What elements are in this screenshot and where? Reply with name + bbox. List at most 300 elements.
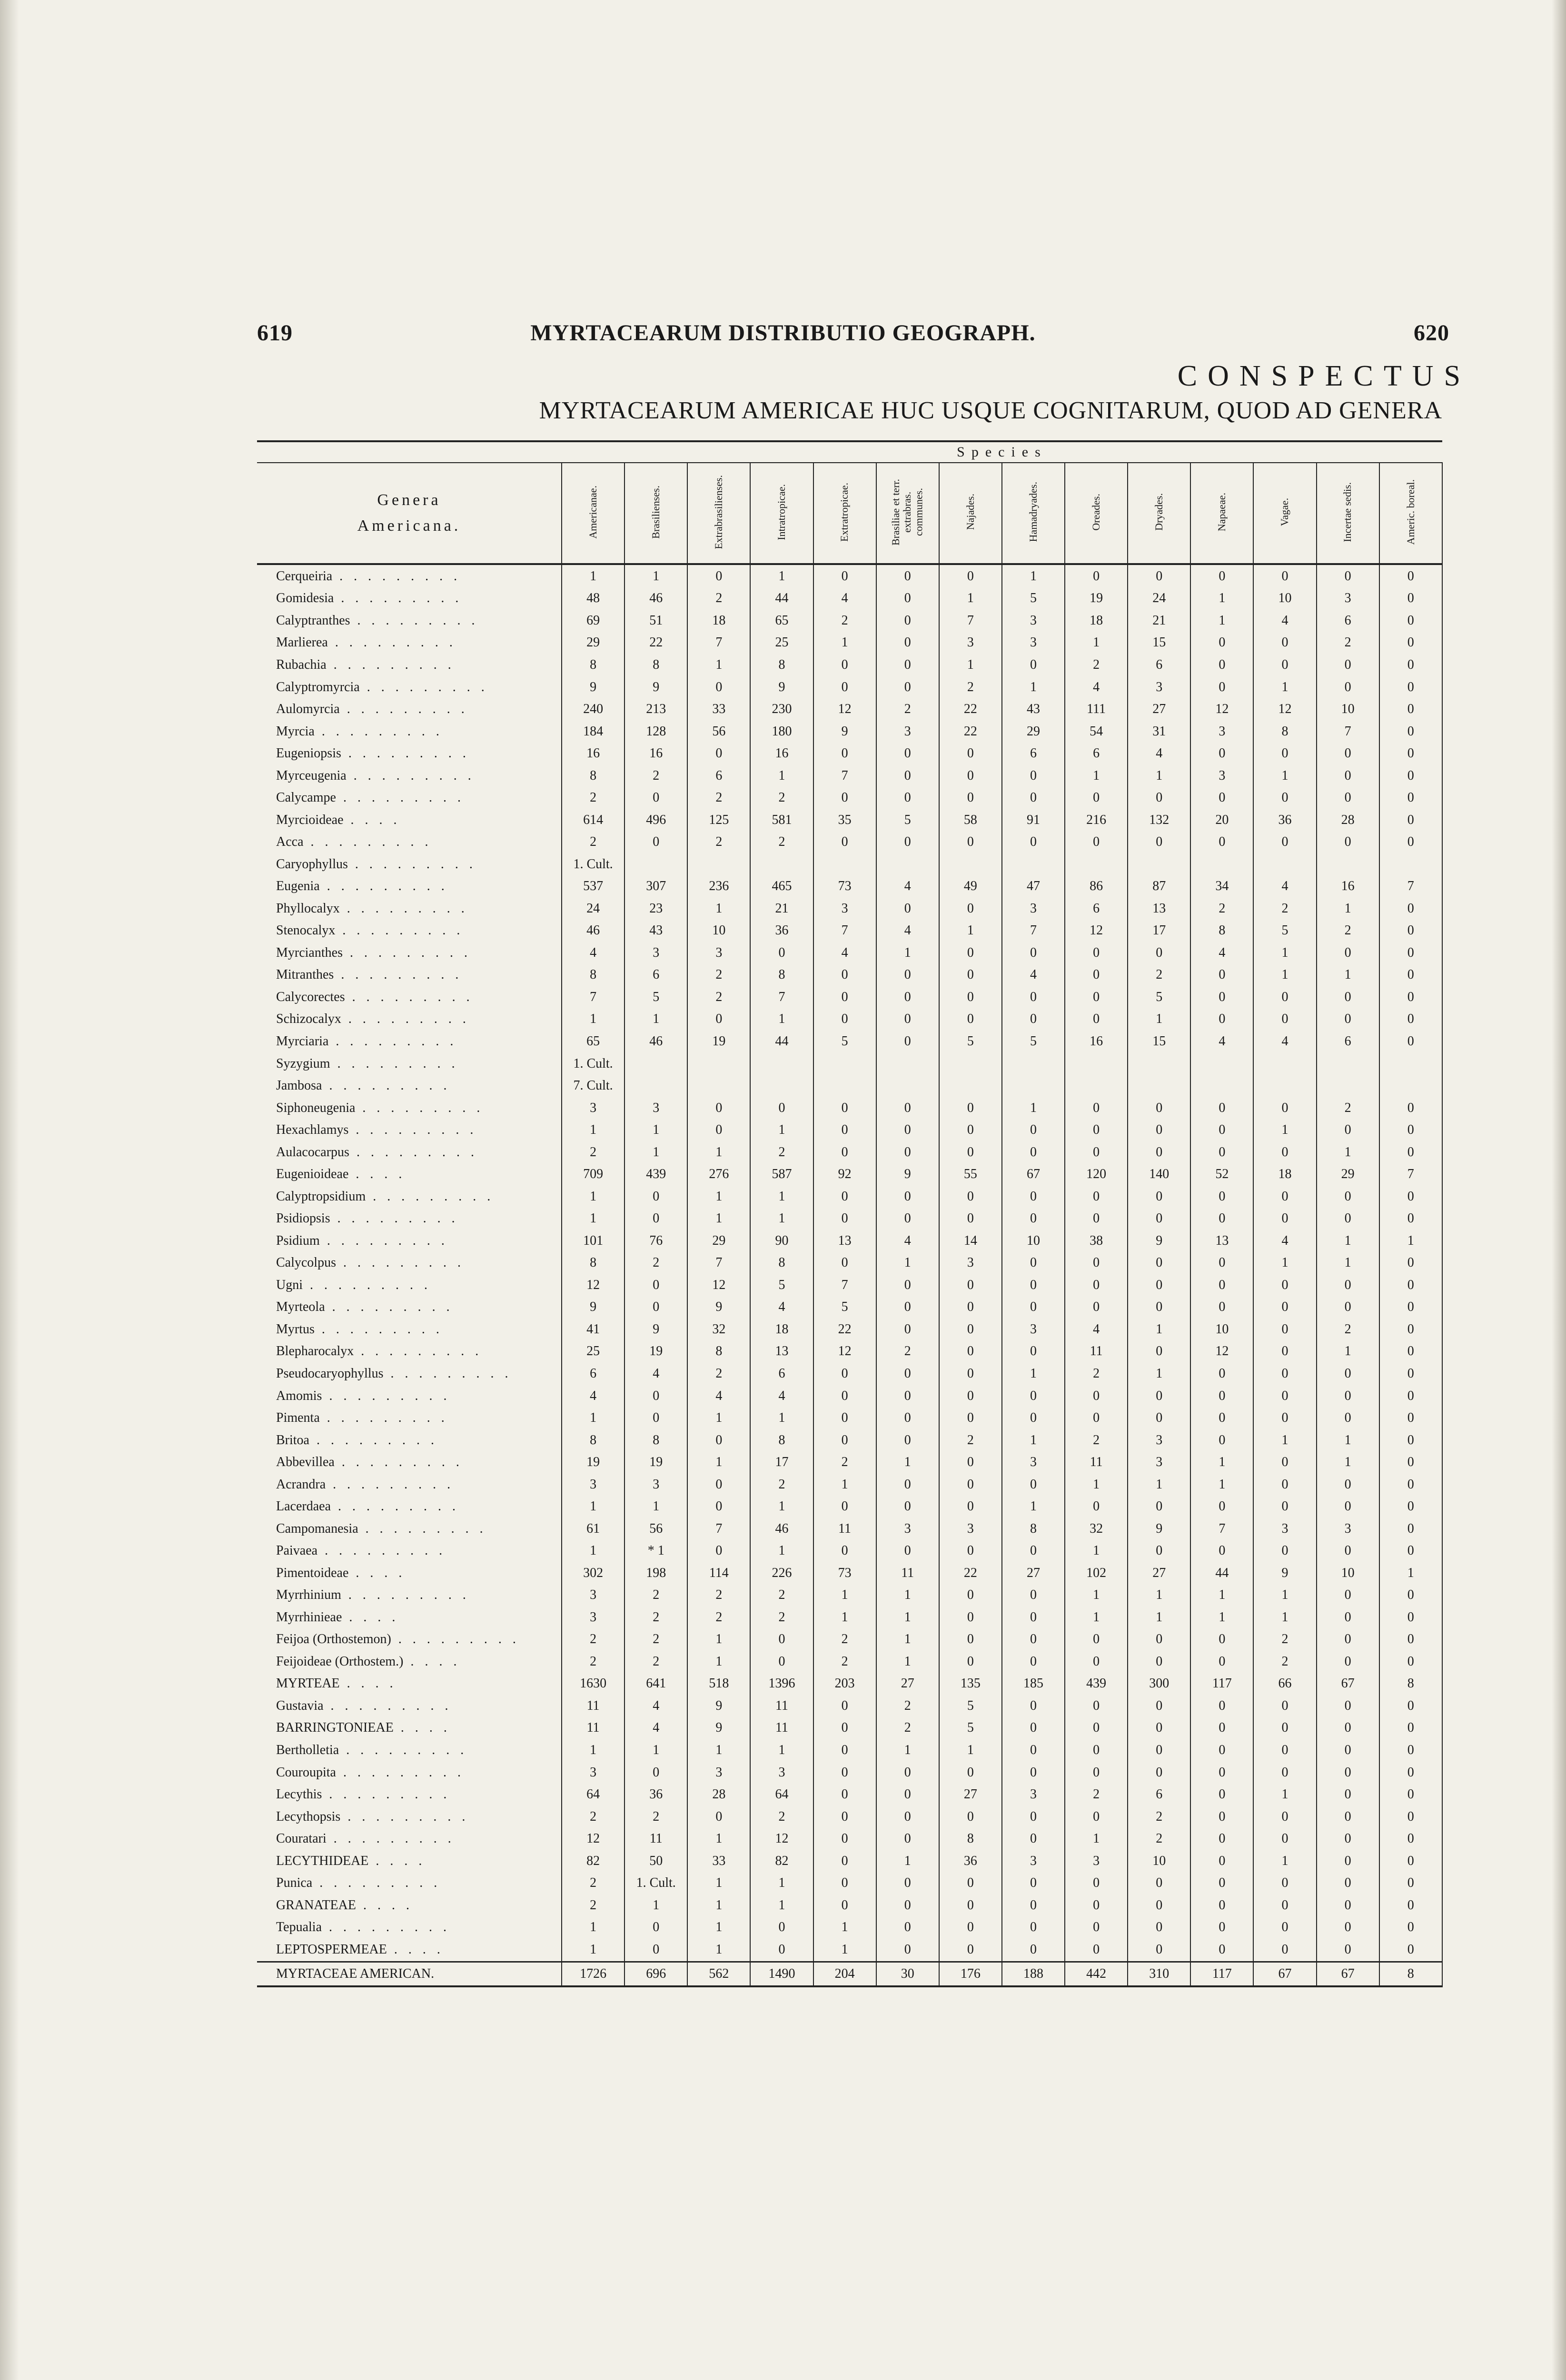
- count-cell: 0: [1065, 1097, 1128, 1119]
- count-cell: 4: [1253, 1031, 1316, 1053]
- count-cell: 1: [813, 1473, 876, 1496]
- count-cell: 0: [1128, 1185, 1190, 1208]
- genus-name-text: Cerqueiria: [276, 568, 333, 584]
- count-cell: 439: [624, 1163, 687, 1186]
- count-cell: 0: [1379, 1651, 1442, 1673]
- count-cell: 55: [939, 1163, 1002, 1186]
- count-cell: 8: [624, 654, 687, 676]
- count-cell: 44: [750, 1031, 813, 1053]
- count-cell: 0: [939, 1805, 1002, 1828]
- count-cell: 0: [1190, 1805, 1253, 1828]
- count-cell: 7. Cult.: [562, 1075, 624, 1097]
- count-cell: 0: [1379, 1141, 1442, 1163]
- count-cell: 0: [1317, 1296, 1379, 1319]
- count-cell: 4: [1253, 610, 1316, 632]
- genus-name-text: Eugeniopsis: [276, 746, 341, 761]
- count-cell: 8: [624, 1429, 687, 1451]
- genus-name-text: Aulacocarpus: [276, 1144, 349, 1160]
- genus-row: [257, 1097, 1442, 1119]
- count-cell: 1: [1317, 898, 1379, 920]
- count-cell: 27: [1128, 1562, 1190, 1585]
- count-cell: 16: [1065, 1031, 1128, 1053]
- count-cell: 0: [1002, 1540, 1065, 1562]
- count-cell: 27: [876, 1673, 939, 1695]
- count-cell: 2: [813, 1651, 876, 1673]
- count-cell: 2: [562, 1628, 624, 1651]
- count-cell: 0: [624, 1296, 687, 1319]
- genus-name-text: Psidiopsis: [276, 1211, 330, 1226]
- genus-name-text: Myrcianthes: [276, 945, 343, 960]
- count-cell: 87: [1128, 875, 1190, 898]
- column-header: [1317, 463, 1379, 564]
- count-cell: 0: [939, 1473, 1002, 1496]
- genus-row: [257, 764, 1442, 787]
- leader-dots: . . . . . . . . .: [348, 1122, 477, 1138]
- count-cell: 0: [1002, 1185, 1065, 1208]
- count-cell: 518: [687, 1673, 750, 1695]
- genus-name: [257, 1962, 562, 1986]
- count-cell: 90: [750, 1230, 813, 1252]
- count-cell: 0: [1190, 1540, 1253, 1562]
- genus-row: [257, 1872, 1442, 1894]
- count-cell: 0: [1379, 676, 1442, 698]
- count-cell: 0: [1190, 964, 1253, 986]
- count-cell: 3: [1002, 898, 1065, 920]
- count-cell: 0: [750, 1916, 813, 1939]
- leader-dots: . . . . . . . . .: [303, 1277, 431, 1292]
- count-cell: 3: [562, 1761, 624, 1784]
- count-cell: 22: [939, 698, 1002, 721]
- count-cell: 6: [1128, 654, 1190, 676]
- count-cell: 10: [1128, 1850, 1190, 1872]
- count-cell: 0: [1190, 676, 1253, 698]
- count-cell: 29: [562, 632, 624, 654]
- count-cell: 13: [813, 1230, 876, 1252]
- count-cell: 2: [687, 587, 750, 610]
- count-cell: 11: [750, 1717, 813, 1739]
- count-cell: 50: [624, 1850, 687, 1872]
- count-cell: [813, 853, 876, 876]
- count-cell: 140: [1128, 1163, 1190, 1186]
- count-cell: 4: [1253, 1230, 1316, 1252]
- subtotal-row: [257, 1606, 1442, 1629]
- leader-dots: . . . . . . . . .: [340, 1809, 469, 1824]
- count-cell: 41: [562, 1319, 624, 1341]
- count-cell: 0: [876, 676, 939, 698]
- count-cell: 35: [813, 809, 876, 831]
- count-cell: 0: [1317, 1363, 1379, 1385]
- count-cell: 30: [876, 1962, 939, 1986]
- count-cell: 0: [1190, 1185, 1253, 1208]
- count-cell: 216: [1065, 809, 1128, 831]
- genus-name-text: Myrcioideae: [276, 812, 344, 827]
- count-cell: 1: [813, 1916, 876, 1939]
- count-cell: 19: [624, 1340, 687, 1363]
- count-cell: 1: [750, 1739, 813, 1762]
- count-cell: 0: [1128, 1296, 1190, 1319]
- count-cell: 2: [1128, 1805, 1190, 1828]
- count-cell: 10: [687, 920, 750, 942]
- count-cell: 0: [813, 1385, 876, 1407]
- column-header-label: Extrabrasilienses.: [713, 475, 725, 549]
- count-cell: 0: [624, 1761, 687, 1784]
- genus-name-text: Ugni: [276, 1277, 303, 1292]
- genus-row: [257, 1517, 1442, 1540]
- count-cell: 1: [750, 564, 813, 587]
- count-cell: 1: [687, 1828, 750, 1850]
- count-cell: 1: [687, 1185, 750, 1208]
- count-cell: 0: [1128, 942, 1190, 964]
- count-cell: 4: [1190, 1031, 1253, 1053]
- genus-name: [257, 1628, 562, 1651]
- count-cell: 276: [687, 1163, 750, 1186]
- count-cell: 0: [939, 564, 1002, 587]
- leader-dots: . . . . . . . . .: [347, 856, 476, 872]
- column-header-label: Napaeae.: [1216, 492, 1228, 532]
- count-cell: 185: [1002, 1673, 1065, 1695]
- count-cell: 2: [750, 787, 813, 809]
- count-cell: 0: [876, 1473, 939, 1496]
- count-cell: 0: [939, 1496, 1002, 1518]
- species-header: Species: [562, 441, 1442, 463]
- genus-name-text: Phyllocalyx: [276, 901, 340, 916]
- count-cell: 0: [813, 1141, 876, 1163]
- genus-name: [257, 964, 562, 986]
- count-cell: 0: [1065, 1651, 1128, 1673]
- count-cell: 0: [1253, 1717, 1316, 1739]
- genus-row: [257, 564, 1442, 587]
- count-cell: 0: [876, 1407, 939, 1429]
- count-cell: 0: [1379, 809, 1442, 831]
- leader-dots: . . . .: [368, 1853, 426, 1868]
- count-cell: 2: [562, 1805, 624, 1828]
- count-cell: 0: [939, 986, 1002, 1009]
- count-cell: 0: [939, 1119, 1002, 1141]
- count-cell: 0: [1379, 564, 1442, 587]
- count-cell: 0: [1065, 1119, 1128, 1141]
- count-cell: 0: [1065, 1141, 1128, 1163]
- count-cell: 0: [1253, 1363, 1316, 1385]
- count-cell: 4: [562, 942, 624, 964]
- count-cell: 0: [1002, 1141, 1065, 1163]
- count-cell: 0: [1379, 1496, 1442, 1518]
- genus-name-text: Campomanesia: [276, 1521, 358, 1536]
- count-cell: 0: [750, 1097, 813, 1119]
- genus-name: [257, 654, 562, 676]
- genus-name: [257, 1119, 562, 1141]
- genus-name: [257, 1828, 562, 1850]
- count-cell: 0: [1190, 1916, 1253, 1939]
- count-cell: 0: [939, 1185, 1002, 1208]
- count-cell: 0: [1190, 1208, 1253, 1230]
- count-cell: 0: [1002, 1805, 1065, 1828]
- count-cell: 56: [624, 1517, 687, 1540]
- count-cell: 0: [1379, 1385, 1442, 1407]
- count-cell: 0: [1317, 1584, 1379, 1606]
- count-cell: 6: [687, 764, 750, 787]
- count-cell: 0: [1317, 1761, 1379, 1784]
- count-cell: 0: [1253, 1097, 1316, 1119]
- genus-name: [257, 1496, 562, 1518]
- count-cell: 2: [562, 1894, 624, 1916]
- count-cell: 0: [1379, 1208, 1442, 1230]
- column-header-label: Intratropicae.: [775, 484, 788, 540]
- count-cell: 1: [1253, 1119, 1316, 1141]
- leader-dots: . . . .: [348, 1565, 406, 1580]
- count-cell: 0: [1190, 1141, 1253, 1163]
- count-cell: [876, 1075, 939, 1097]
- count-cell: 8: [750, 654, 813, 676]
- count-cell: 204: [813, 1962, 876, 1986]
- count-cell: 0: [1190, 1628, 1253, 1651]
- count-cell: 0: [876, 1761, 939, 1784]
- count-cell: 0: [1253, 1761, 1316, 1784]
- genus-name-text: Paivaea: [276, 1543, 318, 1558]
- genus-name-text: Abbevillea: [276, 1455, 335, 1470]
- count-cell: 0: [1379, 1894, 1442, 1916]
- count-cell: 2: [687, 964, 750, 986]
- column-header: [687, 463, 750, 564]
- count-cell: 9: [813, 720, 876, 743]
- genus-name: [257, 809, 562, 831]
- genus-name-text: Myrrhinieae: [276, 1609, 342, 1625]
- leader-dots: . . . . . . . . .: [319, 1233, 448, 1248]
- count-cell: 0: [687, 1119, 750, 1141]
- count-cell: 0: [876, 1363, 939, 1385]
- count-cell: 36: [624, 1784, 687, 1806]
- genus-name: [257, 1717, 562, 1739]
- count-cell: 4: [750, 1385, 813, 1407]
- count-cell: 0: [1002, 1119, 1065, 1141]
- count-cell: 0: [813, 1429, 876, 1451]
- count-cell: 0: [939, 1761, 1002, 1784]
- count-cell: [750, 853, 813, 876]
- count-cell: 1: [1253, 1584, 1316, 1606]
- count-cell: 10: [1002, 1230, 1065, 1252]
- count-cell: 0: [1317, 1828, 1379, 1850]
- count-cell: 0: [939, 1606, 1002, 1629]
- count-cell: 3: [562, 1584, 624, 1606]
- count-cell: 1396: [750, 1673, 813, 1695]
- column-header: [1379, 463, 1442, 564]
- genus-name: [257, 1805, 562, 1828]
- count-cell: 0: [1379, 1717, 1442, 1739]
- leader-dots: . . . . . . . . .: [317, 1543, 446, 1558]
- leader-dots: . . . . . . . . .: [339, 901, 468, 916]
- count-cell: 5: [939, 1695, 1002, 1717]
- count-cell: 0: [1190, 787, 1253, 809]
- genus-name-text: Aulomyrcia: [276, 702, 340, 717]
- count-cell: 0: [813, 1119, 876, 1141]
- leader-dots: . . . . . . . . .: [366, 1189, 495, 1204]
- count-cell: 16: [1317, 875, 1379, 898]
- count-cell: 9: [562, 676, 624, 698]
- count-cell: 1: [562, 1185, 624, 1208]
- count-cell: 0: [1002, 1739, 1065, 1762]
- count-cell: 0: [1379, 1119, 1442, 1141]
- count-cell: 0: [1379, 1540, 1442, 1562]
- count-cell: 8: [1253, 720, 1316, 743]
- count-cell: 0: [1128, 1939, 1190, 1962]
- count-cell: 1: [624, 1739, 687, 1762]
- count-cell: 562: [687, 1962, 750, 1986]
- column-header: [939, 463, 1002, 564]
- count-cell: 11: [562, 1695, 624, 1717]
- count-cell: 15: [1128, 632, 1190, 654]
- count-cell: 9: [1253, 1562, 1316, 1585]
- count-cell: 0: [1128, 1894, 1190, 1916]
- count-cell: 310: [1128, 1962, 1190, 1986]
- count-cell: 5: [1253, 920, 1316, 942]
- count-cell: 0: [1065, 1805, 1128, 1828]
- count-cell: 0: [1317, 787, 1379, 809]
- genus-name-text: Lacerdaea: [276, 1499, 331, 1514]
- count-cell: 0: [1002, 787, 1065, 809]
- count-cell: 0: [876, 1319, 939, 1341]
- count-cell: 0: [1253, 1008, 1316, 1031]
- count-cell: 2: [750, 1473, 813, 1496]
- count-cell: 3: [876, 1517, 939, 1540]
- count-cell: 0: [1379, 1252, 1442, 1274]
- count-cell: 0: [876, 632, 939, 654]
- count-cell: 0: [1379, 1628, 1442, 1651]
- count-cell: 0: [1190, 1097, 1253, 1119]
- genus-name: [257, 942, 562, 964]
- leader-dots: . . . . . . . . .: [332, 568, 461, 584]
- count-cell: 16: [562, 743, 624, 765]
- count-cell: 9: [1128, 1517, 1190, 1540]
- count-cell: 82: [750, 1850, 813, 1872]
- count-cell: 3: [876, 720, 939, 743]
- count-cell: 18: [1253, 1163, 1316, 1186]
- count-cell: 0: [1002, 1385, 1065, 1407]
- count-cell: 12: [1065, 920, 1128, 942]
- count-cell: 4: [1253, 875, 1316, 898]
- count-cell: 0: [1190, 831, 1253, 853]
- genus-name: [257, 1872, 562, 1894]
- genus-name: [257, 1517, 562, 1540]
- genus-name: [257, 564, 562, 587]
- count-cell: 1: [750, 1872, 813, 1894]
- count-cell: 125: [687, 809, 750, 831]
- genus-row: [257, 1916, 1442, 1939]
- leader-dots: . . . .: [339, 1676, 397, 1691]
- count-cell: 2: [750, 1584, 813, 1606]
- count-cell: 1: [624, 1119, 687, 1141]
- count-cell: 6: [1317, 610, 1379, 632]
- genus-row: [257, 1540, 1442, 1562]
- count-cell: 2: [939, 676, 1002, 698]
- count-cell: 1: [939, 654, 1002, 676]
- count-cell: 8: [1002, 1517, 1065, 1540]
- count-cell: 7: [687, 1517, 750, 1540]
- genera-header-top: [257, 441, 562, 463]
- count-cell: 7: [687, 1252, 750, 1274]
- count-cell: 9: [687, 1695, 750, 1717]
- count-cell: 128: [624, 720, 687, 743]
- genus-name: [257, 853, 562, 876]
- count-cell: 3: [1190, 764, 1253, 787]
- count-cell: 0: [1253, 1739, 1316, 1762]
- count-cell: 1: [1317, 1340, 1379, 1363]
- genus-name-text: Punica: [276, 1875, 313, 1891]
- count-cell: 1: [1002, 1429, 1065, 1451]
- count-cell: 0: [1190, 1739, 1253, 1762]
- count-cell: 2: [1317, 920, 1379, 942]
- count-cell: 0: [876, 1894, 939, 1916]
- count-cell: 11: [562, 1717, 624, 1739]
- count-cell: 2: [1317, 632, 1379, 654]
- count-cell: 0: [1379, 1584, 1442, 1606]
- count-cell: 0: [939, 764, 1002, 787]
- count-cell: 4: [813, 587, 876, 610]
- leader-dots: . . . . . . . . .: [323, 1698, 452, 1713]
- count-cell: 240: [562, 698, 624, 721]
- count-cell: 0: [1317, 1407, 1379, 1429]
- genus-name-text: Schizocalyx: [276, 1012, 341, 1027]
- count-cell: 2: [624, 1584, 687, 1606]
- genus-name: [257, 787, 562, 809]
- count-cell: 496: [624, 809, 687, 831]
- count-cell: 24: [1128, 587, 1190, 610]
- count-cell: 0: [1128, 1651, 1190, 1673]
- count-cell: 5: [1128, 986, 1190, 1009]
- count-cell: 0: [939, 831, 1002, 853]
- count-cell: 10: [1317, 698, 1379, 721]
- genus-name-text: Jambosa: [276, 1078, 322, 1093]
- genus-name: [257, 1296, 562, 1319]
- count-cell: 7: [750, 986, 813, 1009]
- count-cell: 0: [813, 964, 876, 986]
- count-cell: 0: [1379, 1340, 1442, 1363]
- leader-dots: . . . .: [403, 1654, 461, 1669]
- count-cell: 12: [813, 1340, 876, 1363]
- leader-dots: . . . .: [348, 1167, 406, 1182]
- genus-row: [257, 986, 1442, 1009]
- count-cell: 0: [813, 1496, 876, 1518]
- genus-name: [257, 698, 562, 721]
- count-cell: 2: [1317, 1097, 1379, 1119]
- count-cell: 86: [1065, 875, 1128, 898]
- count-cell: 102: [1065, 1562, 1128, 1585]
- count-cell: 3: [1128, 676, 1190, 698]
- genus-name: [257, 1208, 562, 1230]
- count-cell: 1: [750, 1894, 813, 1916]
- genus-name-text: Acca: [276, 834, 304, 850]
- count-cell: 0: [1379, 764, 1442, 787]
- count-cell: 0: [1379, 1695, 1442, 1717]
- genus-name: [257, 1651, 562, 1673]
- count-cell: 0: [813, 1363, 876, 1385]
- count-cell: 614: [562, 809, 624, 831]
- genus-name: [257, 1274, 562, 1297]
- count-cell: 132: [1128, 809, 1190, 831]
- genus-name-text: Blepharocalyx: [276, 1344, 354, 1359]
- count-cell: 0: [1190, 654, 1253, 676]
- count-cell: 0: [939, 1097, 1002, 1119]
- genus-name-text: Syzygium: [276, 1056, 330, 1071]
- count-cell: 67: [1317, 1673, 1379, 1695]
- count-cell: 0: [1317, 1540, 1379, 1562]
- genus-row: [257, 920, 1442, 942]
- genus-name: [257, 1008, 562, 1031]
- count-cell: 0: [876, 1828, 939, 1850]
- count-cell: 0: [1190, 1119, 1253, 1141]
- count-cell: 0: [1379, 1407, 1442, 1429]
- count-cell: 0: [1002, 1606, 1065, 1629]
- count-cell: 1: [687, 1894, 750, 1916]
- column-header: [1002, 463, 1065, 564]
